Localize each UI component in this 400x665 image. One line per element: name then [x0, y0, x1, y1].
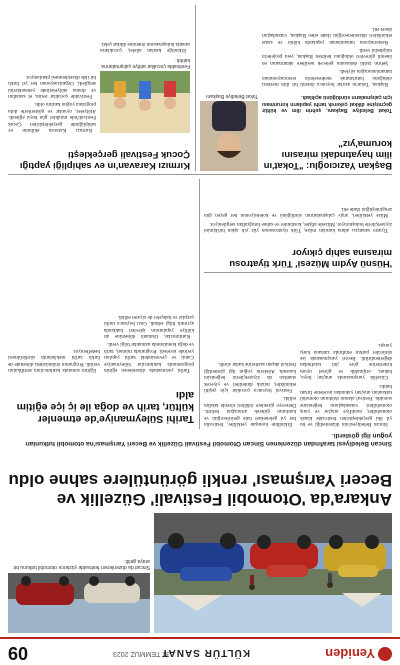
logo-icon [378, 647, 392, 661]
sultan-headline: Tarihi Süleymaniye'de etmenler kültür, tarih ve doğa ile iç içe eğitim aldı [16, 389, 194, 425]
main-deck: Sincan Belediyesi tarafından düzenlenen Sincan Otomobil Festivali Güzellik ve Beceri Yarışması'na otomobil tutkunları yoğun ilgi gösterdi. [25, 432, 392, 447]
logo-text: Yeniden [325, 646, 375, 661]
sultan-column-2 [8, 183, 100, 373]
kids-paragraph: Etkinliğe katılan aileler, çocukların sanatla buluşmasının önemine dikkat çekti. [100, 40, 190, 53]
kids-photo [100, 71, 190, 133]
main-paragraph: Güzellik yarışmasında araçlar; boya, bakım, orijinallik ve görsel uyum kriterlerine göre jüri tarafından değerlendirildi. Beceri yarışmasında ise sürücüler parkur etrafında zamana karşı yarıştı. [300, 342, 392, 381]
kids-headline: Kırmızı Karavan'ın ev sahipliği yaptığı Çocuk Festivali gerçekleşti [19, 149, 190, 171]
interview-intro: Tokat Belediye Başkanı, şehrin ilim ve kültür geçmişine dikkat çekerek tarihi yapıların korunması için çalışmaların sürdüğünü açıkladı. [262, 94, 392, 113]
main-story-column-1 [300, 277, 392, 427]
kids-column-1 [8, 7, 96, 133]
festival-photo-caption: Sincan'da düzenlenen festivalde yüzlerce otomobil tutkunu bir araya geldi. [13, 558, 150, 570]
kids-festival-illustration [100, 71, 190, 133]
newspaper-logo [325, 646, 392, 661]
kids-paragraph: Festivalde çocuklar resim, el sanatları ve drama atölyelerinde yeteneklerini sergiledi. Organizasyonun her yıl farklı bir ilde düzenlenmesi planlanıyor. [8, 73, 96, 99]
page-number: 09 [8, 643, 29, 663]
main-paragraph: Sincan Belediyesi'nin düzenlediği ve bu yıl ilki gerçekleştirilen festivalde klasik otomobiller, modifiye araçlar ve yarış otomobilleri vatandaşların beğenisine sunuldu. Festival alanını dolduran otomobil tutkunları araçları yakından inceleme fırsatı buldu. [300, 382, 392, 427]
divider [204, 272, 392, 273]
mayor-portrait-illustration [200, 101, 258, 171]
interview-paragraph: Şehrin tarihi dokusunu gelecek nesillere aktarmanın en önemli görevleri olduğunu belirten Başkan, yeni projelerin müjdesini verdi. [262, 46, 392, 66]
kids-photo-caption: Festivalde çocuklar atölye çalışmalarına katıldı. [101, 57, 190, 69]
section-title: KÜLTÜR SANAT [161, 647, 250, 658]
divider [195, 5, 196, 171]
sidebar-column [204, 181, 392, 233]
sultan-paragraph: Katılımcılar, Osmanlı dönemine ait külliye yapılarının işlevleri hakkında ayrıntılı bilgi edindi. Gezi boyunca tarihi çarşılar ve bahçeler de ziyaret edildi. [104, 313, 194, 339]
sultan-paragraph: Tarihi yarımadada düzenlenen eğitim programında katılımcılar Süleymaniye Camii ve çevresindeki tarihi yapıları yerinde inceledi. Programda mimari, tarih ve doğa konularında uzmanlar bilgi verdi. [104, 341, 194, 373]
page-header [0, 637, 400, 665]
issue-date: 31 TEMMUZ 2023 [112, 650, 170, 657]
interview-column [262, 7, 392, 87]
interview-paragraph: Başkan, Tokat'ın asırlar boyunca önemli bir ilim merkezi olduğunu hatırlatarak medreselerin restorasyonunun tamamlanacağını söyledi. [262, 68, 392, 87]
main-story-column-2 [204, 277, 296, 427]
sidebar-paragraph: Müze yetkilileri, arşiv çalışmalarının sürdüğünü ve koleksiyonun her geçen gün zenginleştiğini ifade etti. [204, 205, 392, 219]
divider [8, 174, 392, 175]
sidebar-headline: 'Hüsnü Aydın Müzesi' Türk tiyatrosu mirasına sahip çıkıyor [229, 247, 392, 269]
festival-cars-illustration [154, 513, 392, 633]
kids-column-2 [100, 7, 190, 53]
main-paragraph: Etkinlikte konuşan yetkililer, festivalin her yıl geleneksel hale getirileceğini ve katılımın giderek artacağını belirtti. Dereceye girenlere ödülleri törenle takdim edildi. [204, 395, 296, 427]
mayor-photo [200, 101, 258, 171]
sultan-paragraph: Eğitim sonunda katılımcılara sertifikaları verildi. Programın önümüzdeki dönemde de farklı tarihi mekânlarda sürdürülmesi hedefleniyor. [8, 347, 100, 373]
festival-photo-small [8, 573, 150, 633]
interview-headline: Başkan Yazıcıoğlu: "Tokat'ın ilim hayatındaki mirasını koruma'yız" [263, 138, 392, 171]
kids-paragraph: Kırmızı Karavan ekibinin ev sahipliğinde gerçekleştirilen Çocuk Festivali'nde minikler gün boyu eğlendi. Atölyeler, oyunlar ve gösterilerle dolu programa yoğun katılım oldu. [8, 101, 96, 133]
festival-crowd-illustration [8, 573, 150, 633]
festival-photo [154, 513, 392, 633]
interview-paragraph: Restorasyonu tamamlanan yapılarda kültür ve sanat etkinlikleri düzenleneceğini ifade eden Başkan, vatandaşları davet etti. [262, 25, 392, 45]
sidebar-paragraph: Tiyatro sanatçısı adına kurulan müze, Türk tiyatrosunun yüz yılı aşkın birikimini ziyaretçilerle buluşturuyor. Müzede afişler, kostümler ve sahne fotoğrafları sergileniyor. [204, 220, 392, 233]
divider [199, 179, 200, 429]
main-paragraph: Festival boyunca çocuklar için çeşitli etkinlikler, müzik dinletileri ve yiyecek stantları da ziyaretçilerin beğenisini kazandı. Ailelerin yoğun ilgi gösterdiği festival akşam saatlerine kadar sürdü. [204, 361, 296, 393]
main-headline: Ankara'da 'Otomobil Festivali' Güzellik ve Beceri Yarışması' renkli görüntülere sahne oldu [8, 471, 392, 509]
mayor-photo-caption: Tokat Belediye Başkanı [206, 93, 258, 99]
sultan-column-1 [104, 183, 194, 373]
